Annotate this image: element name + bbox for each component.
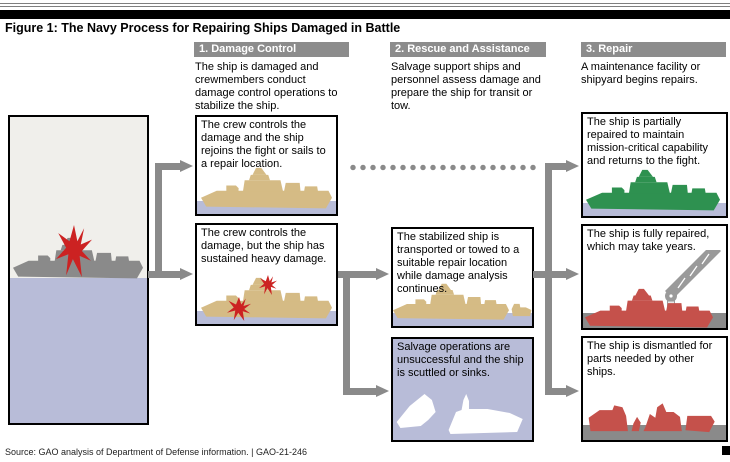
red-ship-crane-illustration bbox=[583, 250, 726, 330]
outcome-text: The stabilized ship is transported or towed to a suitable repair location while damage analysis continues. bbox=[397, 231, 520, 295]
dotted-connector bbox=[348, 164, 538, 171]
water bbox=[10, 278, 147, 423]
outcome-box-towed bbox=[391, 227, 534, 328]
page-corner-mark bbox=[722, 446, 730, 455]
green-ship-illustration bbox=[583, 167, 726, 213]
step-header-rescue-assistance: 2. Rescue and Assistance bbox=[390, 42, 546, 57]
source-note: Source: GAO analysis of Department of Defense information. | GAO-21-246 bbox=[5, 447, 307, 457]
outcome-box-dismantled bbox=[581, 336, 728, 442]
outcome-text: The crew controls the damage and the ship rejoins the fight or sails to a repair location. bbox=[201, 119, 326, 170]
connector-right-bottom bbox=[550, 388, 566, 395]
outcome-text: The ship is dismantled for parts needed by other ships. bbox=[587, 340, 713, 378]
arrow-to-heavy-damage bbox=[180, 268, 193, 280]
arrow-to-towed bbox=[376, 268, 389, 280]
arrow-to-dismantled bbox=[566, 385, 579, 397]
burning-ship-illustration bbox=[197, 275, 336, 321]
top-black-bar bbox=[0, 10, 730, 19]
arrow-to-rejoins-fight bbox=[180, 160, 193, 172]
outcome-box-heavy-damage bbox=[195, 223, 338, 326]
step-header-damage-control: 1. Damage Control bbox=[194, 42, 349, 57]
outcome-text: The ship is fully repaired, which may take years. bbox=[587, 228, 710, 253]
outcome-text: The ship is partially repaired to maintain mission-critical capability and returns to the fight. bbox=[587, 116, 709, 167]
connector-mid-vertical bbox=[343, 271, 350, 395]
connector-right-middle bbox=[533, 271, 566, 278]
step-description-repair: A maintenance facility or shipyard begins repairs. bbox=[581, 61, 701, 86]
battle-scene bbox=[8, 115, 149, 425]
tan-ship-illustration bbox=[197, 165, 336, 211]
step-description-rescue-assistance: Salvage support ships and personnel assess damage and prepare the ship for transit or tow. bbox=[391, 61, 541, 112]
connector-right-top bbox=[550, 163, 566, 170]
connector-right-vertical bbox=[545, 163, 552, 395]
outcome-box-scuttled bbox=[391, 337, 534, 442]
connector-left-vertical bbox=[155, 163, 162, 278]
connector-left-top bbox=[160, 163, 180, 170]
step-description-damage-control: The ship is damaged and crewmembers conduct damage control operations to stabilize the ship. bbox=[195, 61, 338, 112]
connector-mid-bottom bbox=[348, 388, 376, 395]
arrow-to-partially-repaired bbox=[566, 160, 579, 172]
outcome-box-partially-repaired bbox=[581, 112, 728, 218]
connector-left-bottom bbox=[148, 271, 180, 278]
outcome-text: Salvage operations are unsuccessful and the ship is scuttled or sinks. bbox=[397, 341, 524, 379]
outcome-box-fully-repaired bbox=[581, 224, 728, 330]
step-header-repair: 3. Repair bbox=[581, 42, 726, 57]
top-divider bbox=[0, 3, 730, 7]
outcome-box-rejoins-fight bbox=[195, 115, 338, 216]
damaged-ship-illustration bbox=[10, 217, 147, 285]
sinking-ship-illustration bbox=[393, 384, 532, 436]
dismantled-ship-illustration bbox=[583, 391, 726, 437]
outcome-text: The crew controls the damage, but the ship has sustained heavy damage. bbox=[201, 227, 327, 265]
arrow-to-scuttled bbox=[376, 385, 389, 397]
arrow-to-fully-repaired bbox=[566, 268, 579, 280]
figure-title: Figure 1: The Navy Process for Repairing Ships Damaged in Battle bbox=[5, 21, 401, 35]
